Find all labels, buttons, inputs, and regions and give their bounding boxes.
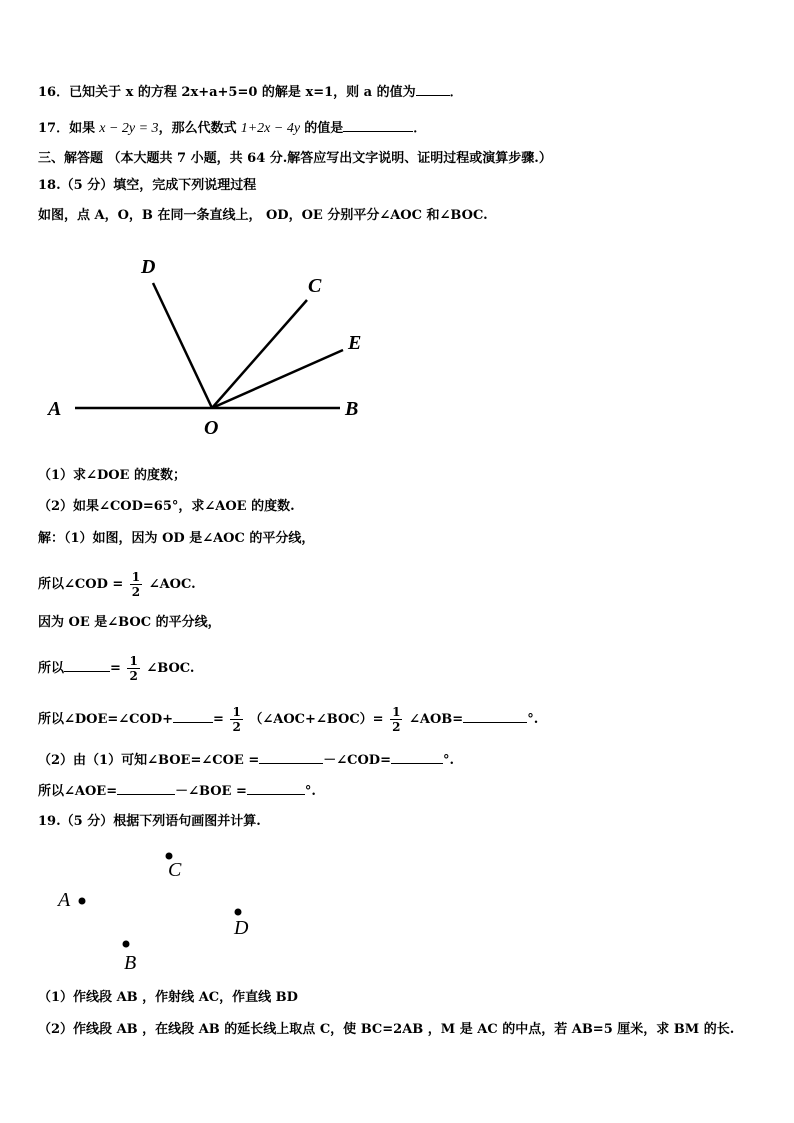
sol5-blank-2[interactable] [463,709,527,723]
label-b: B [124,952,137,974]
sol4-post: ∠BOC. [146,661,195,676]
q18-solution-1: 解：（1）如图，因为 OD 是∠AOC 的平分线， [38,531,315,546]
angle-figure [40,250,380,445]
fraction-half [127,654,139,683]
sol4-blank[interactable] [64,658,110,672]
sol2-post: ∠AOC. [148,577,196,592]
q18-solution-5: 所以∠DOE=∠COD+ = $\frac{1}{2}$ （∠AOC+∠BOC）= $\frac{1}{2}$ ∠AOB= °. [38,705,539,734]
sol7-blank-2[interactable] [247,781,305,795]
points-figure [40,840,280,980]
label-d: D [141,256,156,278]
fraction-numerator: 1 [392,705,401,719]
fraction-numerator: 1 [232,705,241,719]
label-a: A [48,398,62,420]
sol6-blank-2[interactable] [391,750,443,764]
question-17 [38,118,426,138]
fraction-half [390,705,402,734]
sol7-degree: °. [304,784,316,799]
label-c: C [308,275,322,297]
sol4-text: 所以 [38,661,65,676]
q18-part2: （2）如果∠COD=65°，求∠AOE 的度数. [38,499,295,514]
fraction-denominator: 2 [232,720,241,734]
point-b [123,941,130,948]
q17-text: 17．如果 [38,121,96,136]
fraction-numerator: 1 [129,654,138,668]
q17-equation: x − 2y = 3 [99,121,159,136]
q18-solution-6 [38,750,454,770]
q18-solution-7 [38,781,316,801]
point-d [235,909,242,916]
label-d: D [234,917,249,939]
q18-part1: （1）求∠DOE 的度数； [38,468,186,483]
q17-expression: 1+2x − 4y [240,121,301,136]
label-c: C [168,859,182,881]
q17-end: ． [413,121,427,136]
q16-blank[interactable] [416,82,450,96]
sol7-blank-1[interactable] [117,781,175,795]
q19-part2: （2）作线段 AB ，在线段 AB 的延长线上取点 C，使 BC=2AB ，M 是 AC 的中点，若 AB=5 厘米，求 BM 的长. [38,1022,735,1037]
fraction-denominator: 2 [129,669,138,683]
q18-solution-3: 因为 OE 是∠BOC 的平分线， [38,615,221,630]
label-b: B [345,398,359,420]
fraction-half [230,705,242,734]
label-e: E [348,332,362,354]
question-16 [38,82,463,102]
sol5-text: 所以∠DOE=∠COD+ [38,712,174,727]
section-heading: 三、解答题 （本大题共 7 小题，共 64 分.解答应写出文字说明、证明过程或演算步骤.） [38,151,552,166]
q17-blank[interactable] [343,118,413,132]
label-a: A [58,889,71,911]
sol6-text: （2）由（1）可知∠BOE=∠COE = [38,753,260,768]
q19-part1: （1）作线段 AB ，作射线 AC，作直线 BD [38,990,298,1005]
q16-text: 16．已知关于 x 的方程 2x+a+5=0 的解是 x=1，则 a 的值为 [38,85,416,100]
sol5-aob: ∠AOB= [409,712,464,727]
q18-solution-4: 所以 = $\frac{1}{2}$ ∠BOC. [38,654,195,683]
sol7-mid: －∠BOE = [175,784,247,799]
fraction-half [130,570,142,599]
label-o: O [204,417,219,439]
point-a [79,898,86,905]
fraction-denominator: 2 [392,720,401,734]
sol2-text: 所以∠COD = [38,577,124,592]
sol6-blank-1[interactable] [259,750,323,764]
sol5-blank-1[interactable] [173,709,213,723]
sol6-degree: °. [442,753,454,768]
ray-od [153,283,212,408]
q17-mid: ，那么代数式 [158,121,237,136]
fraction-numerator: 1 [131,570,141,584]
q17-post: 的值是 [304,121,344,136]
sol7-text: 所以∠AOE= [38,784,118,799]
sol5-mid: （∠AOC+∠BOC）= [249,712,384,727]
question-18-header: 18.（5 分）填空，完成下列说理过程 [38,178,257,193]
ray-oe [212,350,343,408]
q16-post: ． [449,85,463,100]
sol6-mid: －∠COD= [323,753,391,768]
fraction-denominator: 2 [131,585,141,599]
ray-oc [212,300,307,408]
question-19-header: 19.（5 分）根据下列语句画图并计算. [38,814,261,829]
q18-solution-2 [38,570,196,599]
sol5-degree: °. [527,712,539,727]
question-18-intro: 如图，点 A，O，B 在同一条直线上， OD，OE 分别平分∠AOC 和∠BOC. [38,208,488,223]
